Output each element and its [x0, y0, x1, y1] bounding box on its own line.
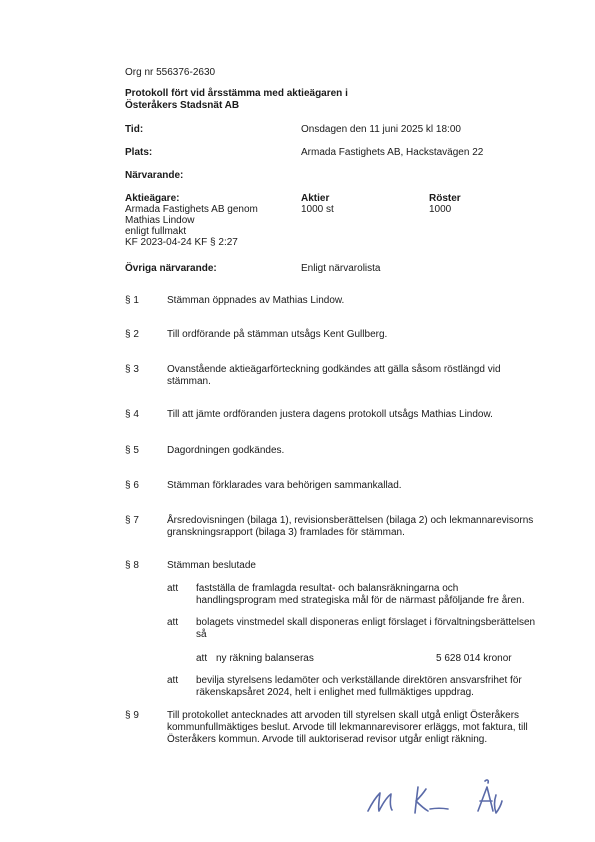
section-number: § 2 [125, 329, 139, 340]
others-label: Övriga närvarande: [125, 263, 217, 274]
resolution-text: handlingsprogram med strategiska mål för de närmast påföljande fre åren. [196, 595, 525, 606]
section-text: Till protokollet antecknades att arvoden till styrelsen skall utgå enligt Österåkers [167, 710, 520, 721]
owner-line: Armada Fastighets AB genom [125, 204, 258, 215]
section-text: Dagordningen godkändes. [167, 445, 285, 456]
section-number: § 6 [125, 480, 139, 491]
section-text: Till ordförande på stämman utsågs Kent Gullberg. [167, 329, 388, 340]
resolution-text: bevilja styrelsens ledamöter och verkställande direktören ansvarsfrihet för [196, 675, 522, 686]
col-shares-header: Aktier [301, 193, 330, 204]
section-number: § 5 [125, 445, 139, 456]
plats-label: Plats: [125, 147, 153, 158]
section-text: Årsredovisningen (bilaga 1), revisionsberättelsen (bilaga 2) och lekmannarevisorns [167, 515, 534, 526]
org-number: Org nr 556376-2630 [125, 67, 216, 78]
resolution-text: räkenskapsåret 2024, helt i enlighet med fullmäktiges uppdrag. [196, 687, 474, 698]
section-text: Stämman öppnades av Mathias Lindow. [167, 295, 345, 306]
resolution-text: så [196, 629, 207, 640]
section-number: § 8 [125, 560, 139, 571]
att-sub-marker: att [196, 653, 208, 664]
owner-line: KF 2023-04-24 KF § 2:27 [125, 237, 238, 248]
att-marker: att [167, 583, 179, 594]
section-text: Till att jämte ordföranden justera dagens protokoll utsågs Mathias Lindow. [167, 409, 493, 420]
section-number: § 4 [125, 409, 139, 420]
section-number: § 3 [125, 364, 139, 375]
owner-line: Mathias Lindow [125, 215, 195, 226]
section-text: Österåkers kommun. Arvode till auktoriserad revisor utgår enligt räkning. [167, 734, 488, 745]
section-text: kommunfullmäktiges beslut. Arvode till lekmannarevisorer erläggs, mot faktura, till [167, 722, 528, 733]
section-text: Ovanstående aktieägarförteckning godkändes att gälla såsom röstlängd vid [167, 364, 501, 375]
section-number: § 7 [125, 515, 139, 526]
section-text: stämman. [167, 376, 211, 387]
att-marker: att [167, 617, 179, 628]
col-owner-header: Aktieägare: [125, 193, 180, 204]
section-number: § 9 [125, 710, 139, 721]
col-votes-header: Röster [429, 193, 461, 204]
section-number: § 1 [125, 295, 139, 306]
resolution-text: fastställa de framlagda resultat- och balansräkningarna och [196, 583, 459, 594]
shares-value: 1000 st [301, 204, 334, 215]
plats-value: Armada Fastighets AB, Hackstavägen 22 [301, 147, 484, 158]
resolution-text: bolagets vinstmedel skall disponeras enligt förslaget i förvaltningsberättelsen [196, 617, 536, 628]
votes-value: 1000 [429, 204, 452, 215]
section-text: granskningsrapport (bilaga 3) framlades för stämman. [167, 527, 405, 538]
section-text: Stämman förklarades vara behörigen sammankallad. [167, 480, 402, 491]
others-value: Enligt närvarolista [301, 263, 381, 274]
balance-text: ny räkning balanseras [216, 653, 314, 664]
document-title-line2: Österåkers Stadsnät AB [125, 100, 240, 111]
owner-line: enligt fullmakt [125, 226, 187, 237]
narvarande-label: Närvarande: [125, 170, 184, 181]
tid-value: Onsdagen den 11 juni 2025 kl 18:00 [301, 124, 461, 135]
section-text: Stämman beslutade [167, 560, 256, 571]
document-title-line1: Protokoll fört vid årsstämma med aktieägaren i [125, 88, 348, 99]
balance-amount: 5 628 014 kronor [436, 653, 512, 664]
signature-initials [360, 775, 510, 825]
att-marker: att [167, 675, 179, 686]
tid-label: Tid: [125, 124, 144, 135]
